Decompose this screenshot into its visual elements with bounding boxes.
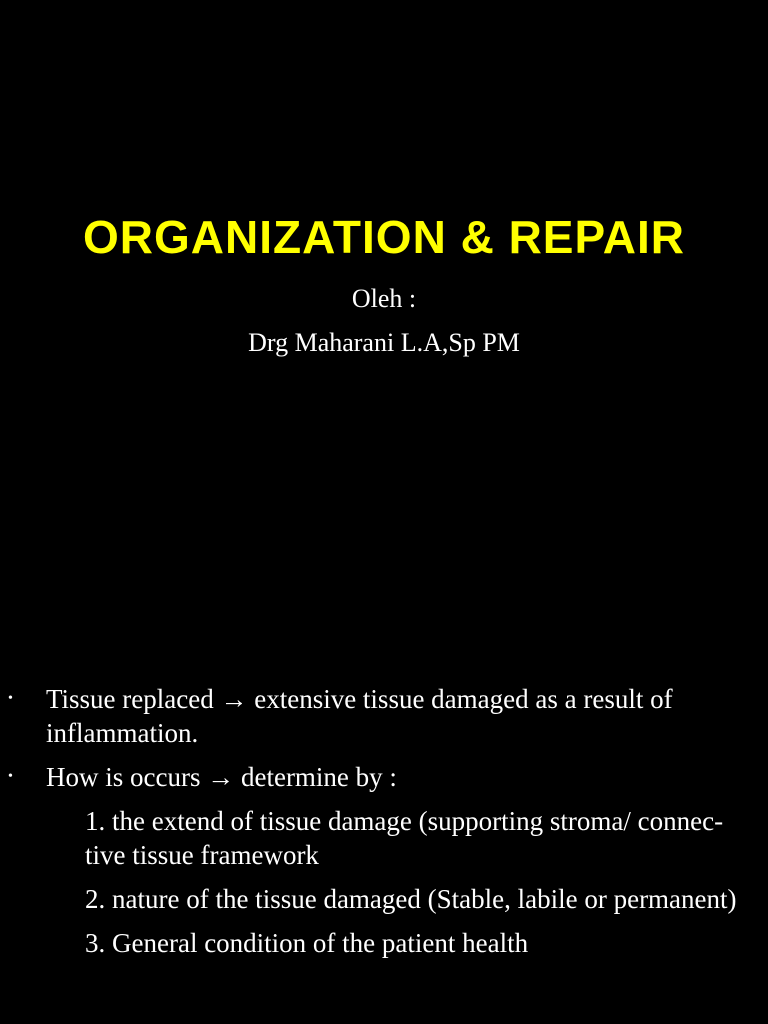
subtitle-presenter-name: Drg Maharani L.A,Sp PM bbox=[248, 328, 520, 357]
bullet-item bbox=[0, 682, 768, 750]
bullet-item bbox=[0, 760, 768, 794]
sub-item: 3. General condition of the patient health bbox=[85, 928, 529, 958]
bullet-dot-icon: • bbox=[8, 769, 13, 784]
bullet-dot-icon: • bbox=[8, 691, 13, 706]
bullet-text: How is occurs → determine by : bbox=[46, 762, 397, 792]
sub-item: 2. nature of the tissue damaged (Stable, labile or permanent) bbox=[85, 884, 737, 914]
bullet-text: Tissue replaced → extensive tissue damaged as a result of inflammation. bbox=[46, 684, 673, 748]
subtitle-presenter-label: Oleh : bbox=[351, 284, 417, 313]
sub-item: 1. the extend of tissue damage (supporting stroma/ connec-tive tissue framework bbox=[85, 806, 724, 870]
slide-title: ORGANIZATION & REPAIR bbox=[83, 211, 685, 263]
bullet-list bbox=[0, 682, 768, 970]
